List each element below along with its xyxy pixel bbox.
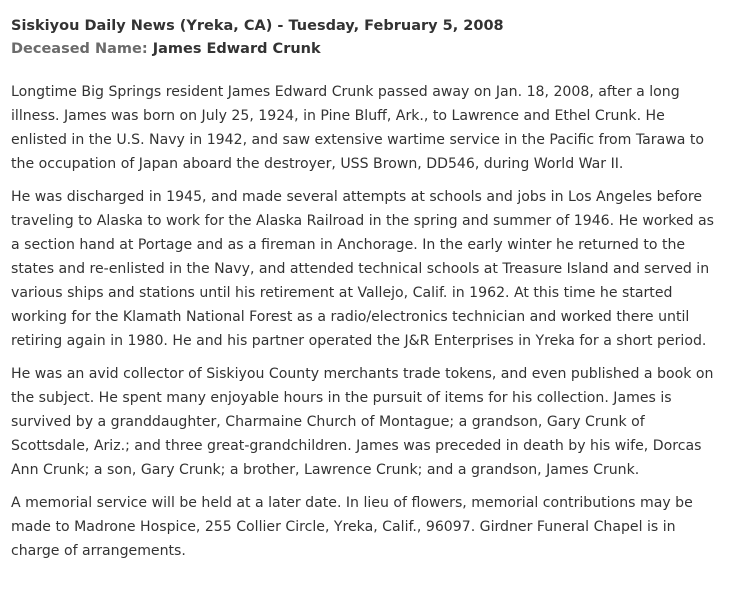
header-separator: - bbox=[277, 18, 284, 34]
article-paragraph: A memorial service will be held at a later date. In lieu of flowers, memorial contributions may be made to Madrone Hospice, 255 Collier Circle, Yreka, Calif., 96097. Girdner Funeral Chapel is in charge of arrangements. bbox=[11, 495, 693, 559]
article-paragraph: He was an avid collector of Siskiyou County merchants trade tokens, and even published a book on the subject. He spent many enjoyable hours in the pursuit of items for his collection. James is survived by a granddaughter, Charmaine Church of Montague; a grandson, Gary Crunk of Scottsdale, Ariz.; and three great-grandchildren. James was preceded in death by his wife, Dorcas Ann Crunk; a son, Gary Crunk; a brother, Lawrence Crunk; and a grandson, James Crunk. bbox=[11, 366, 714, 478]
deceased-label: Deceased Name: bbox=[11, 41, 148, 57]
deceased-header bbox=[11, 39, 717, 59]
obituary-article bbox=[11, 80, 717, 563]
publication-date: Tuesday, February 5, 2008 bbox=[288, 18, 504, 34]
deceased-name: James Edward Crunk bbox=[152, 41, 321, 57]
article-paragraph: Longtime Big Springs resident James Edward Crunk passed away on Jan. 18, 2008, after a long illness. James was born on July 25, 1924, in Pine Bluff, Ark., to Lawrence and Ethel Crunk. He enlisted in the U.S. Navy in 1942, and saw extensive wartime service in the Pacific from Tarawa to the occupation of Japan aboard the destroyer, USS Brown, DD546, during World War II. bbox=[11, 84, 705, 172]
publication-header bbox=[11, 16, 717, 36]
article-paragraph: He was discharged in 1945, and made several attempts at schools and jobs in Los Angeles before traveling to Alaska to work for the Alaska Railroad in the spring and summer of 1946. He worked as a section hand at Portage and as a fireman in Anchorage. In the early winter he returned to the states and re-enlisted in the Navy, and attended technical schools at Treasure Island and served in various ships and stations until his retirement at Vallejo, Calif. in 1962. At this time he started working for the Klamath National Forest as a radio/electronics technician and worked there until retiring again in 1980. He and his partner operated the J&R Enterprises in Yreka for a short period. bbox=[11, 189, 715, 349]
publication-name: Siskiyou Daily News (Yreka, CA) bbox=[11, 18, 273, 34]
